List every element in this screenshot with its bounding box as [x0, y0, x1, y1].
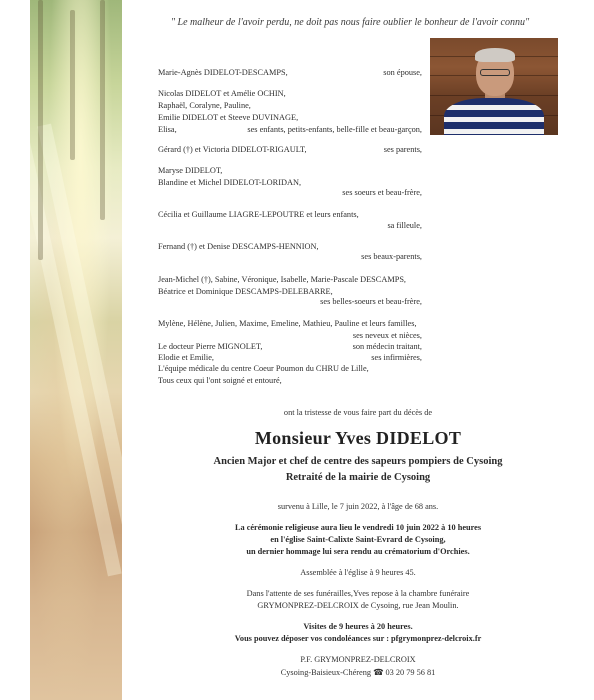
condolences-text: Vous pouvez déposer vos condoléances sur : pfgrymonprez-delcroix.fr [234, 634, 482, 643]
family-name-line: Marie-Agnès DIDELOT-DESCAMPS, [158, 68, 288, 77]
family-relation-line: ses soeurs et beau-frère, [342, 188, 422, 197]
funeral-home-line-2: GRYMONPREZ-DELCROIX de Cysoing, rue Jean Moulin. [257, 601, 459, 610]
ceremony-line-3: un dernier hommage lui sera rendu au crématorium d'Orchies. [246, 547, 470, 556]
family-name-line: Nicolas DIDELOT et Amélie OCHIN, [158, 89, 286, 98]
family-name-line: Le docteur Pierre MIGNOLET, [158, 342, 263, 351]
ceremony-line-2: en l'église Saint-Calixte Saint-Evrard de Cysoing, [270, 535, 446, 544]
family-name-line: L'équipe médicale du centre Coeur Poumon du CHRU de Lille, [158, 364, 369, 373]
family-name-line: Jean-Michel (†), Sabine, Véronique, Isabelle, Marie-Pascale DESCAMPS, [158, 275, 407, 284]
family-name-line: Gérard (†) et Victoria DIDELOT-RIGAULT, [158, 145, 307, 154]
family-relation-line: ses enfants, petits-enfants, belle-fille et beau-garçon, [247, 125, 422, 134]
family-name-line: Raphaël, Coralyne, Pauline, [158, 101, 251, 110]
family-relation-line: sa filleule, [387, 221, 422, 230]
family-name-line: Emilie DIDELOT et Steeve DUVINAGE, [158, 113, 299, 122]
family-name-line: Mylène, Hélène, Julien, Maxime, Emeline, Mathieu, Pauline et leurs familles, [158, 319, 417, 328]
death-info: survenu à Lille, le 7 juin 2022, à l'âge de 68 ans. [277, 502, 439, 511]
title-line-2: Retraité de la mairie de Cysoing [285, 472, 431, 483]
family-relation-line: ses infirmières, [371, 353, 422, 362]
family-name-line: Tous ceux qui l'ont soigné et entouré, [158, 376, 282, 385]
family-relation-line: son épouse, [383, 68, 422, 77]
announce-text: ont la tristesse de vous faire part du décès de [283, 408, 433, 417]
funeral-company-address: Cysoing-Baisieux-Chéreng ☎ 03 20 79 56 81 [280, 668, 436, 677]
family-name-line: Maryse DIDELOT, [158, 166, 223, 175]
family-relation-line: ses parents, [383, 145, 422, 154]
family-relation-line: ses belles-soeurs et beau-frère, [320, 297, 422, 306]
family-relation-line: son médecin traitant, [352, 342, 422, 351]
family-name-line: Fernand (†) et Denise DESCAMPS-HENNION, [158, 242, 319, 251]
assembly-text: Assemblée à l'église à 9 heures 45. [300, 568, 416, 577]
family-name-line: Elisa, [158, 125, 177, 134]
family-name-line: Béatrice et Dominique DESCAMPS-DELEBARRE, [158, 287, 333, 296]
forest-strip-image [30, 0, 122, 700]
family-name-line: Cécilia et Guillaume LIAGRE-LEPOUTRE et leurs enfants, [158, 210, 359, 219]
ceremony-line-1: La cérémonie religieuse aura lieu le vendredi 10 juin 2022 à 10 heures [234, 523, 482, 532]
title-line-1: Ancien Major et chef de centre des sapeurs pompiers de Cysoing [213, 456, 503, 467]
family-relation-line: ses neveux et nièces, [352, 331, 422, 340]
family-name-line: Blandine et Michel DIDELOT-LORIDAN, [158, 178, 302, 187]
quote: " Le malheur de l'avoir perdu, ne doit pas nous faire oublier le bonheur de l'avoir connu" [170, 17, 530, 28]
deceased-name: Monsieur Yves DIDELOT [254, 428, 462, 448]
visits-text: Visites de 9 heures à 20 heures. [303, 622, 413, 631]
funeral-company-name: P.F. GRYMONPREZ-DELCROIX [300, 655, 416, 664]
family-relation-line: ses beaux-parents, [361, 252, 422, 261]
portrait-photo [430, 38, 558, 135]
family-name-line: Elodie et Emilie, [158, 353, 214, 362]
funeral-home-line-1: Dans l'attente de ses funérailles,Yves repose à la chambre funéraire [246, 589, 470, 598]
